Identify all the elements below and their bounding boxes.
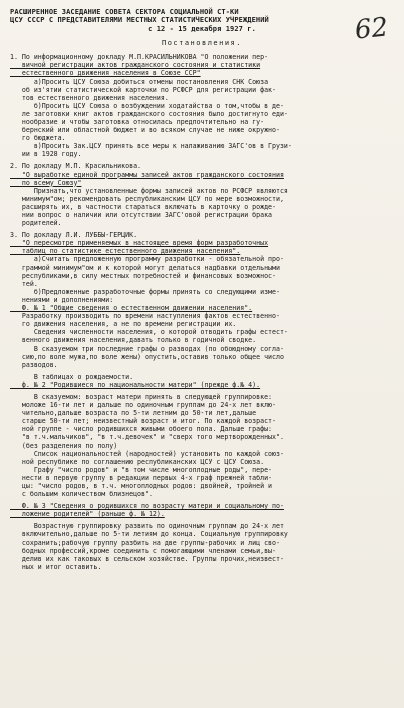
body-line: таблиц по статистике естественного движения населения". (10, 247, 241, 256)
header-line-2: ЦСУ СССР С ПРЕДСТАВИТЕЛЯМИ МЕСТНЫХ СТАТИСТИЧЕСКИХ УЧРЕЖДЕНИЙ (10, 16, 269, 25)
body-line: цы: "число родов, в т.ч. многоплодных родов: двойней, тройней и (10, 482, 273, 490)
body-line: старше 50-ти лет; неизвестный возраст и итог. По каждой возраст- (10, 417, 276, 426)
body-line: расширять их, в частности стараться включать в карточку о рожде- (10, 202, 276, 211)
body-line: бернский или областной бюджет и во всяком случае не ниже окружно- (10, 126, 280, 135)
body-line: родителей. (10, 219, 62, 228)
document-title: Постановления. (161, 39, 242, 48)
body-line: Признать,что установленные формы записей актов по РСФСР являются (10, 186, 288, 195)
body-line: Ф. № 3 "Сведения о родившихся по возрасту матери и социальному по- (10, 502, 284, 511)
body-line: республиками,в силу местных потребностей и финансовых возможнос- (10, 271, 276, 280)
body-line: ф. № 2 "Родившиеся по национальности матери" (прежде ф.№ 4). (10, 380, 261, 389)
body-line: а)Считать предложенную программу разработки - обязательной про- (10, 255, 284, 264)
body-line: б)Предложенные разработочные формы принять со следующими изме- (10, 287, 280, 296)
document-body (10, 53, 394, 571)
body-line: граммой минимум"ом и к которой могут делаться надбавки отдельными (10, 263, 280, 272)
body-line: (без разделения по полу) (10, 441, 118, 450)
body-line: ной республике по соглашению республиканских ЦСУ с ЦСУ Союза. (10, 457, 265, 466)
body-line: включительно,дальше по 5-ти летиям до конца. Социальную группировку (10, 530, 288, 539)
body-line: Ф. № 1 "Общие сведения о естественном движении населения". (10, 304, 253, 313)
body-line: сию,по воле мужа,по воле жены) опустить,оставив только общее число (10, 352, 284, 361)
body-line: го бюджета. (10, 134, 66, 143)
body-line: Список национальностей (народностей) установить по каждой союз- (10, 449, 284, 458)
body-line: Сведения численности населения, о которой отводить графы естест- (10, 328, 288, 337)
body-line: ложение родителей" (раньше ф. № 12). (10, 510, 165, 519)
body-line: тов естественного движения населения. (10, 93, 169, 102)
body-line: "О выработке единой программы записей актов гражданского состояния (10, 170, 284, 179)
body-line: естественного движения населения в Союзе ССР" (10, 69, 201, 78)
header-line-1: РАСШИРЕННОЕ ЗАСЕДАНИЕ СОВЕТА СЕКТОРА СОЦИАЛЬНОЙ СТ-КИ (10, 8, 239, 16)
body-line: чительно,дальше возраста по 5-ти летним до 50-ти лет,дальше (10, 409, 257, 418)
body-line: делив их как таковых в сельском хозяйстве. Группы прочих,неизвест- (10, 554, 284, 563)
body-line: Разработку производить по времени наступления фактов естественно- (10, 312, 280, 321)
body-line: моложе 16-ти лет и дальше по одиночным группам до 24-х лет вклю- (10, 401, 276, 410)
body-line: ле заготовки книг актов гражданского состояния было достигнуто еди- (10, 109, 288, 118)
body-line: бодных профессий,кроме соединить с помогающими членами семьи,вы- (10, 546, 276, 555)
body-line: тей. (10, 279, 38, 288)
body-line: нии вопрос о наличии или отсутствии ЗАГС'овой регистрации брака (10, 211, 273, 219)
body-line: разводов. (10, 360, 58, 369)
body-line: сохранить;рабочую группу разбить на две группы-рабочих и лиц сво- (10, 538, 280, 547)
body-line: Возрастную группировку развить по одиночным группам до 24-х лет (10, 522, 284, 531)
body-line: 1. По информационному докладу М.П.КРАСИЛЬНИКОВА "О положении пер- (10, 53, 269, 62)
body-line: ии в 1928 году. (10, 150, 82, 159)
body-line: б)Просить ЦСУ Союза о возбуждении ходатайства о том,чтобы в де- (10, 101, 284, 110)
body-line: го движения населения, а не по времени регистрации их. (10, 320, 237, 329)
body-line: 2. По докладу М.П. Красильникова. (10, 162, 142, 171)
body-line: венного движения населения,давать только в годичной сводке. (10, 336, 257, 345)
page-number: 62 (353, 12, 390, 46)
body-line: об из'ятии статистической карточки по РСФСР для регистрации фак- (10, 85, 276, 94)
body-line: минимум"ом; рекомендовать республиканским ЦСУ по мере возможности, (10, 194, 284, 203)
body-line: В сказуемом: возраст матери принять в следующей группировке: (10, 392, 273, 401)
body-line: ной группе - число родившихся живыми обоего пола. Дальше графы: (10, 425, 273, 434)
body-line: В сказуемом три последние графы о разводах (по обоюдному согла- (10, 344, 284, 353)
body-line: вичной регистрации актов гражданского состояния и статистики (10, 61, 261, 70)
body-line: а)Просить ЦСУ Союза добиться отмены постановления СНК Союза (10, 77, 269, 86)
body-line: в)Просить Зак.ЦСУ принять все меры к налаживанию ЗАГС'ов в Грузи- (10, 142, 292, 151)
body-line: нениями и дополнениями: (10, 295, 114, 304)
body-line: Графу "число родов" и "в том числе многоплодные роды", пере- (10, 465, 273, 474)
body-line: нести в первую группу в редакции первых 4-х граф прежней табли- (10, 473, 273, 482)
body-line: 3. По докладу Л.И. ЛУББЫ-ГЕРЦИК. (10, 231, 138, 240)
header-dates: с 12 - 15 декабря 1927 г. (148, 24, 256, 33)
body-line: по всему Союзу" (10, 178, 82, 187)
body-line: "О пересмотре применяемых в настоящее время форм разработочных (10, 239, 269, 248)
body-line: "в т.ч.мальчиков", "в т.ч.девочек" и "сверх того мертворожденных". (10, 433, 284, 442)
body-line: нообразие и чтобы заготовка относилась предпочтительно на гу- (10, 117, 265, 126)
body-line: В таблицах о рождаемости. (10, 372, 134, 381)
body-line: ных и итог оставить. (10, 562, 102, 571)
body-line: с большим количеством близнецов". (10, 490, 153, 499)
